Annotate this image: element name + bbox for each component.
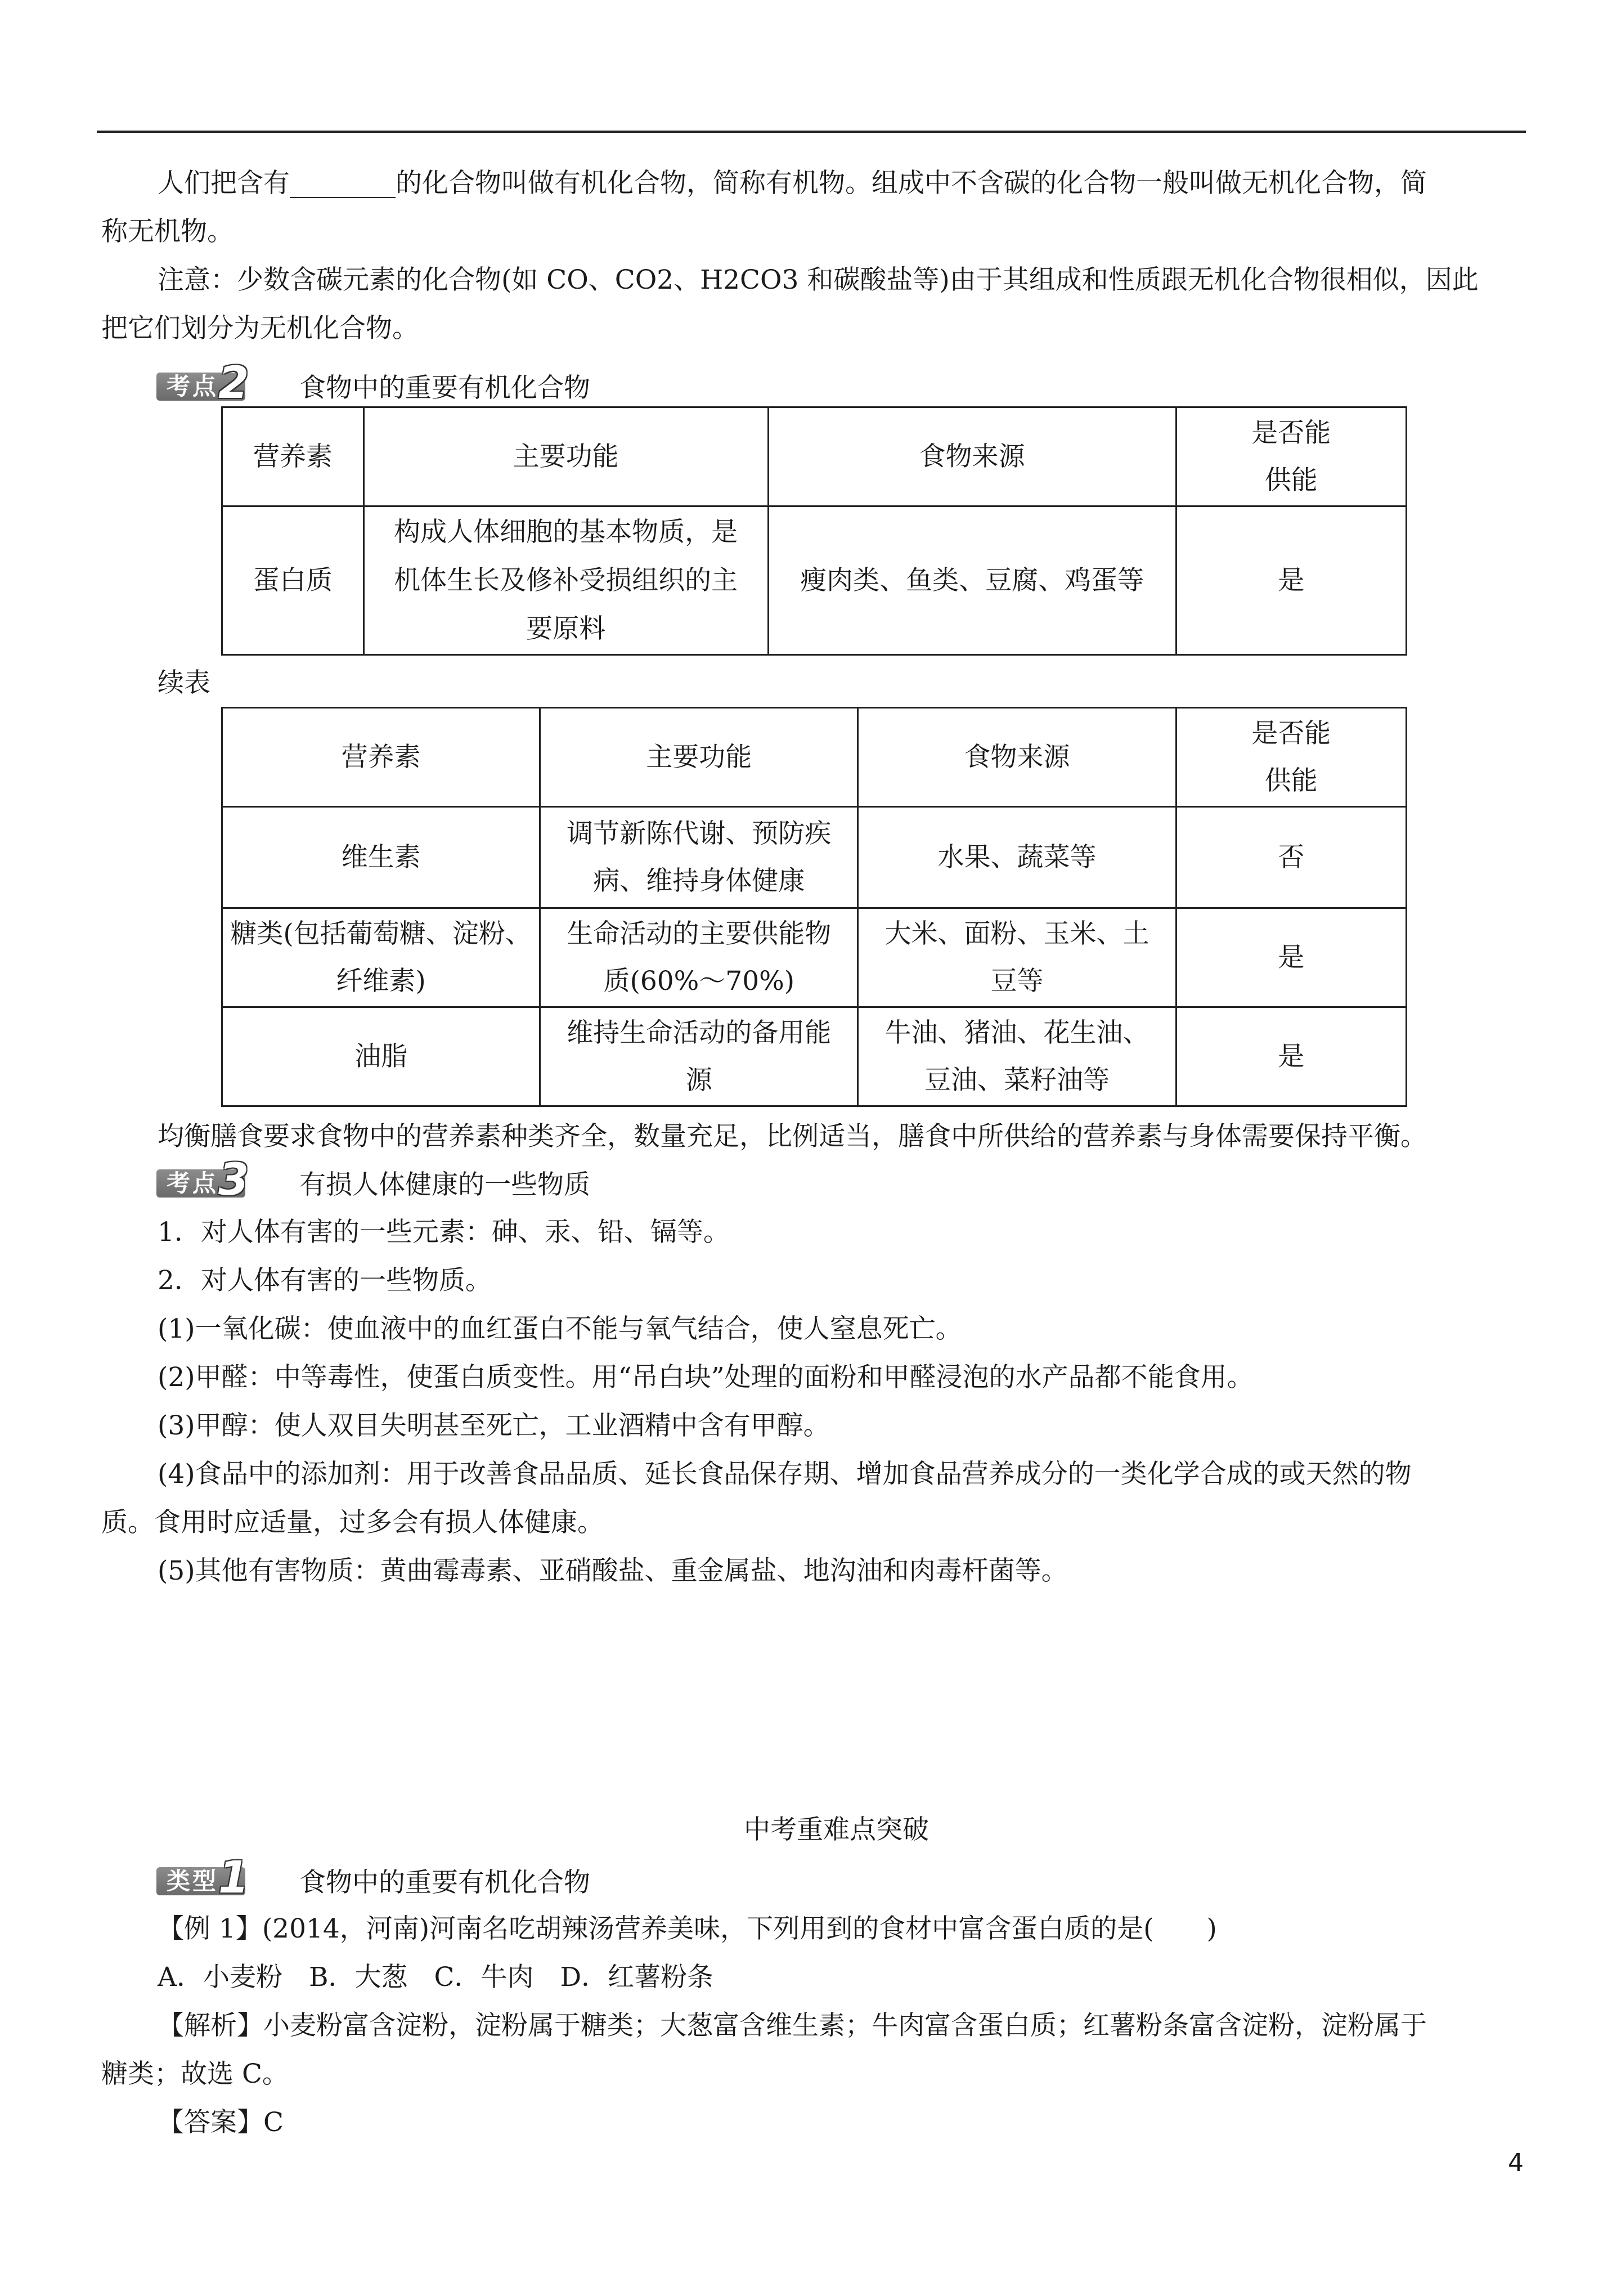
table-header-row [222, 708, 1407, 807]
kaodian-2-title: 食物中的重要有机化合物 [299, 373, 590, 403]
table-header-cell: 主要功能 [540, 708, 858, 807]
kaodian-2-badge [156, 358, 249, 409]
table-header-cell: 是否能 供能 [1176, 407, 1406, 506]
table-cell: 维生素 [222, 807, 540, 908]
table-cell: 是 [1176, 908, 1406, 1007]
intro-line-1: 人们把含有________的化合物叫做有机化合物，简称有机物。组成中不含碳的化合物一般叫做无机化合物，简 [158, 168, 1427, 199]
intro-line-4: 把它们划分为无机化合物。 [101, 313, 419, 344]
table-cell: 构成人体细胞的基本物质，是 机体生长及修补受损组织的主 要原料 [363, 506, 768, 655]
table-header-cell: 食物来源 [858, 708, 1176, 807]
table-cell: 生命活动的主要供能物 质(60%～70%) [540, 908, 858, 1007]
table-cell: 是 [1176, 506, 1406, 655]
continued-label: 续表 [158, 667, 210, 698]
table-cell: 否 [1176, 807, 1406, 908]
example-analysis-2: 糖类；故选 C。 [101, 2059, 289, 2089]
table-row [222, 506, 1407, 655]
harmful-line-1: 1．对人体有害的一些元素：砷、汞、铅、镉等。 [158, 1217, 730, 1248]
balance-text: 均衡膳食要求食物中的营养素种类齐全，数量充足，比例适当，膳食中所供给的营养素与身体需要保持平衡。 [158, 1121, 1427, 1152]
table-header-cell: 是否能 供能 [1176, 708, 1406, 807]
header-rule [97, 131, 1526, 133]
table-header-cell: 主要功能 [363, 407, 768, 506]
table-cell: 大米、面粉、玉米、土 豆等 [858, 908, 1176, 1007]
table-header-cell: 食物来源 [768, 407, 1176, 506]
table-header-cell: 营养素 [222, 407, 364, 506]
harmful-line-2: 2．对人体有害的一些物质。 [158, 1265, 492, 1296]
harmful-line-5: (3)甲醇：使人双目失明甚至死亡，工业酒精中含有甲醇。 [158, 1410, 830, 1441]
harmful-line-3: (1)一氧化碳：使血液中的血红蛋白不能与氧气结合，使人窒息死亡。 [158, 1313, 962, 1344]
badge-label: 类型 [167, 1867, 219, 1895]
kaodian-3-title: 有损人体健康的一些物质 [299, 1169, 590, 1200]
table-header-cell: 营养素 [222, 708, 540, 807]
harmful-line-6: (4)食品中的添加剂：用于改善食品品质、延长食品保存期、增加食品营养成分的一类化学合成的或天然的物 [158, 1459, 1412, 1490]
table-header-row [222, 407, 1407, 506]
example-analysis-1: 【解析】小麦粉富含淀粉，淀粉属于糖类；大葱富含维生素；牛肉富含蛋白质；红薯粉条富含淀粉，淀粉属于 [158, 2010, 1427, 2041]
intro-line-3: 注意：少数含碳元素的化合物(如 CO、CO2、H2CO3 和碳酸盐等)由于其组成和性质跟无机化合物很相似，因此 [158, 264, 1479, 295]
badge-number: 3 [218, 1155, 249, 1205]
table-cell: 调节新陈代谢、预防疾 病、维持身体健康 [540, 807, 858, 908]
badge-label: 考点 [167, 1169, 219, 1197]
table-row [222, 1007, 1407, 1106]
table-cell: 维持生命活动的备用能 源 [540, 1007, 858, 1106]
badge-label: 考点 [167, 373, 219, 400]
nutrient-table-1 [221, 406, 1407, 656]
table-cell: 油脂 [222, 1007, 540, 1106]
table-cell: 水果、蔬菜等 [858, 807, 1176, 908]
kaodian-3-badge [156, 1155, 249, 1205]
example-options: A．小麦粉 B．大葱 C．牛肉 D．红薯粉条 [158, 1962, 714, 1993]
badge-number: 1 [218, 1853, 249, 1903]
table-cell: 牛油、猪油、花生油、 豆油、菜籽油等 [858, 1007, 1176, 1106]
section-title: 中考重难点突破 [744, 1814, 929, 1845]
table-row [222, 807, 1407, 908]
leixing-1-badge [156, 1853, 249, 1903]
table-cell: 是 [1176, 1007, 1406, 1106]
badge-number: 2 [218, 358, 249, 409]
example-question: 【例 1】(2014，河南)河南名吃胡辣汤营养美味，下列用到的食材中富含蛋白质的是( ) [158, 1913, 1217, 1944]
intro-line-2: 称无机物。 [101, 216, 234, 247]
harmful-line-4: (2)甲醛：中等毒性，使蛋白质变性。用“吊白块”处理的面粉和甲醛浸泡的水产品都不能食用。 [158, 1362, 1254, 1393]
table-cell: 糖类(包括葡萄糖、淀粉、 纤维素) [222, 908, 540, 1007]
table-cell: 瘦肉类、鱼类、豆腐、鸡蛋等 [768, 506, 1176, 655]
table-row [222, 908, 1407, 1007]
harmful-line-8: (5)其他有害物质：黄曲霉毒素、亚硝酸盐、重金属盐、地沟油和肉毒杆菌等。 [158, 1555, 1068, 1586]
example-answer: 【答案】C [158, 2107, 284, 2138]
table-cell: 蛋白质 [222, 506, 364, 655]
page-number: 4 [1508, 2149, 1524, 2177]
leixing-1-title: 食物中的重要有机化合物 [299, 1867, 590, 1898]
nutrient-table-2 [221, 707, 1407, 1107]
harmful-line-7: 质。食用时应适量，过多会有损人体健康。 [101, 1507, 604, 1538]
